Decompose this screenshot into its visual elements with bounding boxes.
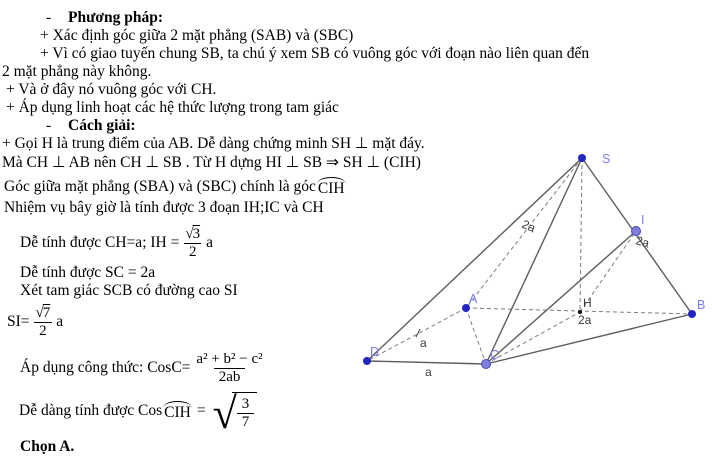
- method-dash: -: [46, 9, 52, 26]
- edge-ad: [367, 308, 466, 361]
- fraction-sqrt3-2: [182, 226, 203, 261]
- label-point-a: A: [469, 292, 478, 306]
- solution-line-1: + Gọi H là trung điểm của AB. Dễ dàng chứng minh SH ⊥ mặt đáy.: [2, 135, 425, 152]
- formula-si-prefix: SI=: [7, 313, 30, 330]
- denominator: 2ab: [214, 368, 246, 386]
- point-b: [688, 310, 696, 318]
- formula-si: [7, 304, 63, 340]
- angle-cih-arc: CIH: [162, 400, 193, 422]
- angle-cih-arc: CIH: [316, 176, 347, 198]
- fraction-sqrt7-2: [33, 305, 54, 340]
- solution-line-3: [4, 176, 347, 198]
- sqrt-3-7: [212, 388, 258, 438]
- equals-sign: =: [196, 402, 206, 419]
- method-line-3: 2 mặt phẳng này không.: [2, 63, 152, 80]
- denominator: 2: [184, 243, 202, 261]
- label-length-ad: a: [420, 336, 427, 350]
- edge-sa: [466, 158, 582, 308]
- formula-cosc: [20, 346, 269, 390]
- label-length-ab: 2a: [578, 313, 592, 327]
- label-length-sb: 2a: [634, 233, 651, 251]
- solution-dash: -: [46, 117, 52, 134]
- label-point-d: D: [370, 345, 380, 359]
- edge-ch: [486, 312, 580, 364]
- method-line-5: + Áp dụng linh hoạt các hệ thức lượng trong tam giác: [6, 99, 339, 116]
- sqrt-symbol: √: [212, 388, 237, 438]
- label-point-c: C: [490, 348, 500, 362]
- denominator: 2: [34, 322, 52, 340]
- geometry-diagram: [350, 145, 712, 387]
- method-line-4: + Và ở đây nó vuông góc với CH.: [6, 81, 217, 98]
- label-point-i: I: [641, 213, 645, 227]
- edge-sh: [580, 158, 582, 312]
- label-length-dc: a: [425, 365, 432, 379]
- answer-choice: Chọn A.: [20, 438, 75, 455]
- solution-line-3-text: Góc giữa mặt phẳng (SBA) và (SBC) chính là góc: [4, 178, 316, 195]
- label-point-h: H: [583, 296, 592, 310]
- text-xet-tam-giac: Xét tam giác SCB có đường cao SI: [20, 282, 238, 299]
- numerator: a² + b² − c²: [196, 350, 263, 367]
- formula-cos-cih-prefix: Dễ dàng tính được Cos: [19, 402, 163, 419]
- solution-line-2: Mà CH ⊥ AB nên CH ⊥ SB . Từ H dựng HI ⊥ SB ⇒ SH ⊥ (CIH): [2, 154, 421, 171]
- edge-ci: [486, 231, 636, 364]
- radicand: 3: [192, 225, 201, 242]
- formula-cos-cih: [19, 388, 257, 438]
- label-point-s: S: [602, 152, 611, 166]
- formula-ih-suffix: a: [206, 234, 213, 251]
- radicand: 7: [42, 304, 51, 321]
- point-s: [578, 154, 586, 162]
- formula-si-suffix: a: [56, 313, 64, 330]
- edge-sc: [486, 158, 582, 364]
- label-point-b: B: [697, 298, 706, 312]
- method-line-2: + Vì có giao tuyến chung SB, ta chú ý xem SB có vuông góc với đoạn nào liên quan đến: [40, 45, 590, 62]
- fraction-law-of-cosines: [193, 351, 265, 386]
- formula-cosc-prefix: Áp dụng công thức: CosC=: [20, 359, 191, 376]
- numerator: 3: [241, 395, 250, 412]
- formula-ih: [20, 226, 213, 260]
- solution-line-4: Nhiệm vụ bây giờ là tính được 3 đoạn IH;IC và CH: [4, 199, 324, 216]
- fraction-3-7: [237, 396, 255, 431]
- formula-ih-prefix: Dễ tính được CH=a; IH =: [20, 234, 180, 251]
- edge-dc: [367, 361, 486, 364]
- label-length-sa: 2a: [519, 216, 538, 236]
- formula-sc: Dễ tính được SC = 2a: [20, 264, 156, 281]
- edge-ac: [466, 308, 486, 364]
- solution-heading: Cách giải:: [68, 117, 136, 134]
- denominator: 7: [237, 413, 255, 431]
- method-heading: Phương pháp:: [68, 9, 163, 26]
- sqrt-symbol: √: [35, 304, 43, 321]
- method-line-1: + Xác định góc giữa 2 mặt phẳng (SAB) và (SBC): [40, 27, 354, 44]
- sqrt-symbol: √: [185, 225, 193, 242]
